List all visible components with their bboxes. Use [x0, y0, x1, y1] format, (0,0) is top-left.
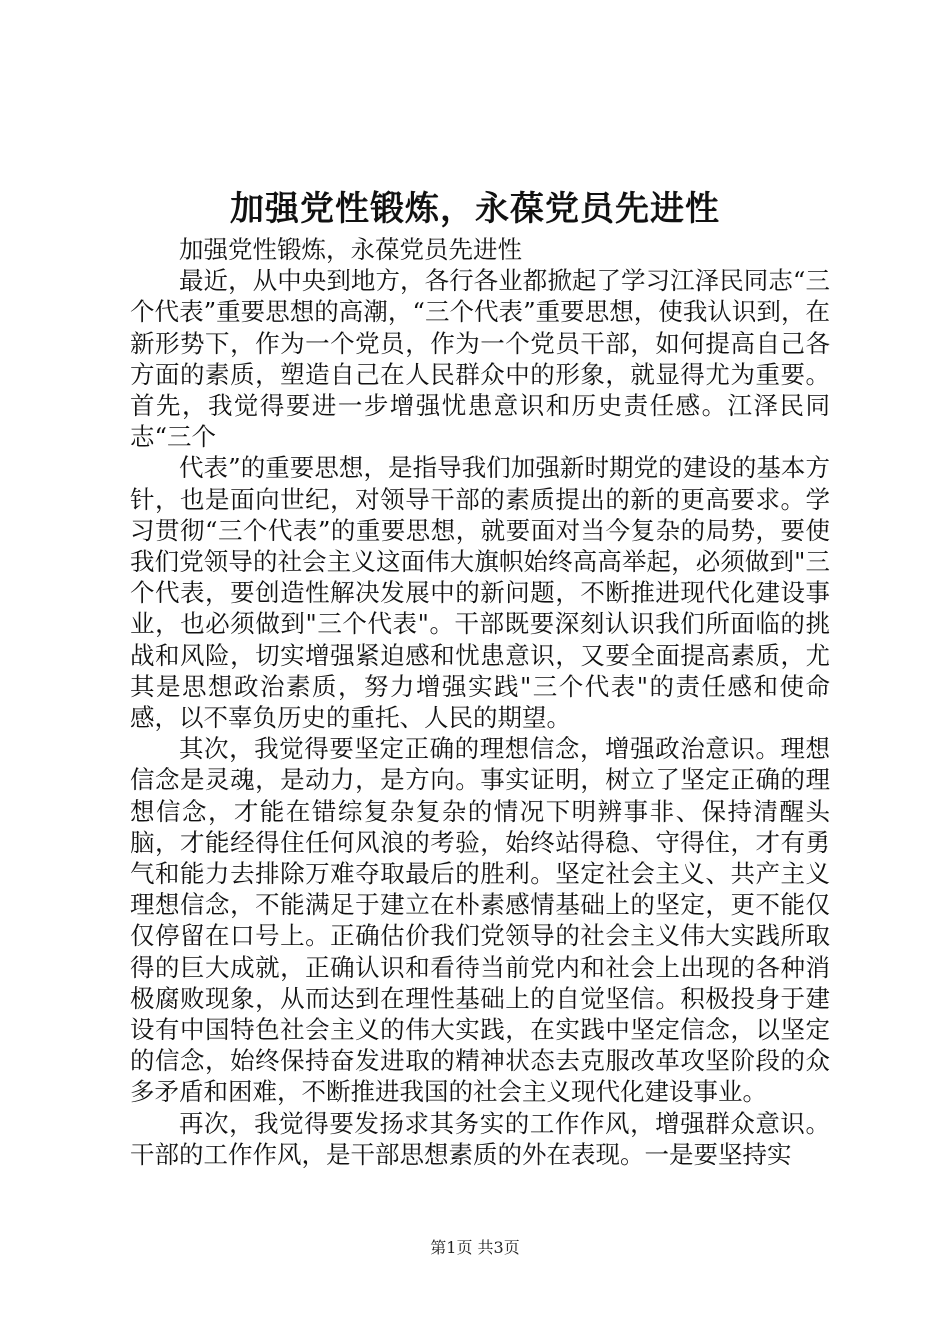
paragraph-2: 代表”的重要思想，是指导我们加强新时期党的建设的基本方针，也是面向世纪，对领导干部的素质提出的新的更高要求。学习贯彻“三个代表”的重要思想，就要面对当今复杂的局势，要使我们党领导的社会主义这面伟大旗帜始终高高举起，必须做到"三个代表，要创造性解决发展中的新问题，不断推进现代化建设事业，也必须做到"三个代表"。干部既要深刻认识我们所面临的挑战和风险，切实增强紧迫感和忧患意识，又要全面提高素质，尤其是思想政治素质，努力增强实践"三个代表"的责任感和使命感，以不辜负历史的重托、人民的期望。	[130, 453, 830, 733]
document-title: 加强党性锻炼，永葆党员先进性	[230, 189, 720, 229]
paragraph-1: 最近，从中央到地方，各行各业都掀起了学习江泽民同志“三个代表”重要思想的高潮，“三个代表”重要思想，使我认识到，在新形势下，作为一个党员，作为一个党员干部，如何提高自己各方面的素质，塑造自己在人民群众中的形象，就显得尤为重要。首先，我觉得要进一步增强忧患意识和历史责任感。江泽民同志“三个	[130, 266, 830, 452]
paragraph-3: 其次，我觉得要坚定正确的理想信念，增强政治意识。理想信念是灵魂，是动力，是方向。事实证明，树立了坚定正确的理想信念，才能在错综复杂复杂的情况下明辨事非、保持清醒头脑，才能经得住任何风浪的考验，始终站得稳、守得住，才有勇气和能力去排除万难夺取最后的胜利。坚定社会主义、共产主义理想信念，不能满足于建立在朴素感情基础上的坚定，更不能仅仅停留在口号上。正确估价我们党领导的社会主义伟大实践所取得的巨大成就，正确认识和看待当前党内和社会上出现的各种消极腐败现象，从而达到在理性基础上的自觉坚信。积极投身于建设有中国特色社会主义的伟大实践，在实践中坚定信念，以坚定的信念，始终保持奋发进取的精神状态去克服改革攻坚阶段的众多矛盾和困难，不断推进我国的社会主义现代化建设事业。	[130, 734, 830, 1107]
document-body	[130, 234, 830, 1170]
paragraph-4: 再次，我觉得要发扬求其务实的工作作风，增强群众意识。干部的工作作风，是干部思想素质的外在表现。一是要坚持实	[130, 1108, 830, 1169]
page-footer: 第1页 共3页	[430, 1238, 520, 1257]
paragraph-subtitle: 加强党性锻炼，永葆党员先进性	[179, 235, 522, 264]
